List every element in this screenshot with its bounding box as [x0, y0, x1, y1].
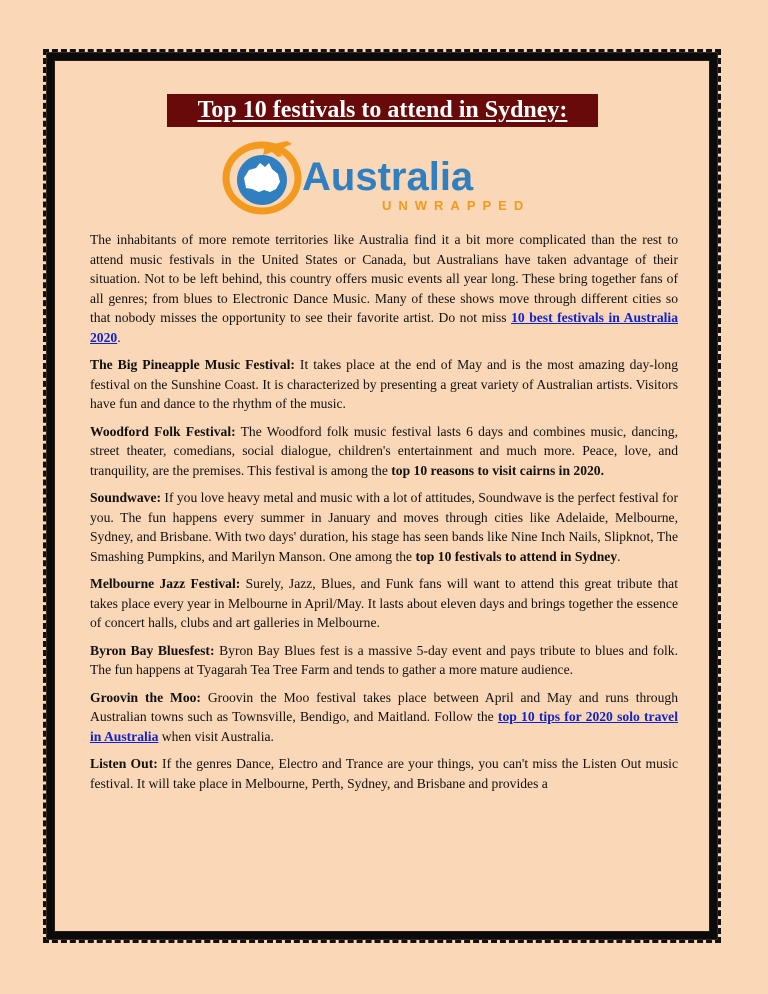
article-link[interactable]: top 10 tips for 2020 solo travel in Australia	[90, 709, 678, 744]
bold-text: Soundwave:	[90, 490, 162, 505]
article-paragraph	[90, 641, 678, 680]
page-title: Top 10 festivals to attend in Sydney:	[197, 97, 568, 123]
body-text: It takes place at the end of May and is the most amazing day-long festival on the Sunshine Coast. It is characterized by presenting a great variety of Australian artists. Visitors have fun and dance to the rhythm of the music.	[90, 357, 678, 411]
article-paragraph	[90, 422, 678, 481]
body-text: .	[117, 329, 121, 345]
australia-unwrapped-logo	[210, 138, 550, 218]
logo-word-unwrapped: UNWRAPPED	[382, 198, 531, 213]
bold-text: top 10 reasons to visit cairns in 2020.	[391, 462, 604, 478]
logo-word-australia: Australia	[302, 155, 474, 199]
logo-graphic	[210, 138, 550, 218]
article-paragraph	[90, 355, 678, 414]
article-paragraph	[90, 754, 678, 793]
body-text: .	[617, 548, 621, 564]
body-text: Byron Bay Blues fest is a massive 5-day event and pays tribute to blues and folk. The fun happens at Tyagarah Tea Tree Farm and tends to gather a more mature audience.	[90, 642, 678, 677]
article-paragraph	[90, 230, 678, 347]
body-text: Surely, Jazz, Blues, and Funk fans will want to attend this great tribute that takes place every year in Melbourne in April/May. It lasts about eleven days and brings together the essence of concert halls, clubs and art galleries in Melbourne.	[90, 576, 678, 630]
bold-text: Listen Out:	[90, 756, 158, 771]
article-paragraph	[90, 574, 678, 633]
body-text: If you love heavy metal and music with a lot of attitudes, Soundwave is the perfect festival for you. The fun happens every summer in January and moves through cities like Adelaide, Melbourne, Sydney, and Brisbane. With two days' duration, his stage has seen bands like Nine Inch Nails, Slipknot, The Smashing Pumpkins, and Marilyn Manson. One among the	[90, 490, 678, 564]
body-text: The Woodford folk music festival lasts 6 days and combines music, dancing, street theater, comedians, social dialogue, children's entertainment and much more. Peace, love, and tranquility, are the premises. This festival is among the	[90, 423, 678, 478]
body-text: The inhabitants of more remote territories like Australia find it a bit more complicated than the rest to attend music festivals in the United States or Canada, but Australians have taken advantage of their situation. Not to be left behind, this country offers music events all year long. These bring together fans of all genres; from blues to Electronic Dance Music. Many of these shows move through different cities so that nobody misses the opportunity to see their favorite artist. Do not miss	[90, 232, 678, 325]
article-paragraph	[90, 488, 678, 566]
bold-text: top 10 festivals to attend in Sydney	[415, 548, 618, 564]
bold-text: The Big Pineapple Music Festival:	[90, 357, 295, 372]
article-body	[90, 230, 678, 801]
title-banner	[167, 94, 598, 127]
bold-text: Woodford Folk Festival:	[90, 423, 236, 439]
body-text: when visit Australia.	[158, 728, 274, 744]
bold-text: Byron Bay Bluesfest:	[90, 642, 215, 658]
article-link[interactable]: 10 best festivals in Australia 2020	[90, 310, 678, 345]
bold-text: Groovin the Moo:	[90, 689, 201, 705]
article-paragraph	[90, 688, 678, 747]
bold-text: Melbourne Jazz Festival:	[90, 576, 241, 591]
body-text: If the genres Dance, Electro and Trance are your things, you can't miss the Listen Out music festival. It will take place in Melbourne, Perth, Sydney, and Brisbane and provides a	[90, 756, 678, 791]
body-text: Groovin the Moo festival takes place between April and May and runs through Australian towns such as Townsville, Bendigo, and Maitland. Follow the	[90, 689, 678, 724]
